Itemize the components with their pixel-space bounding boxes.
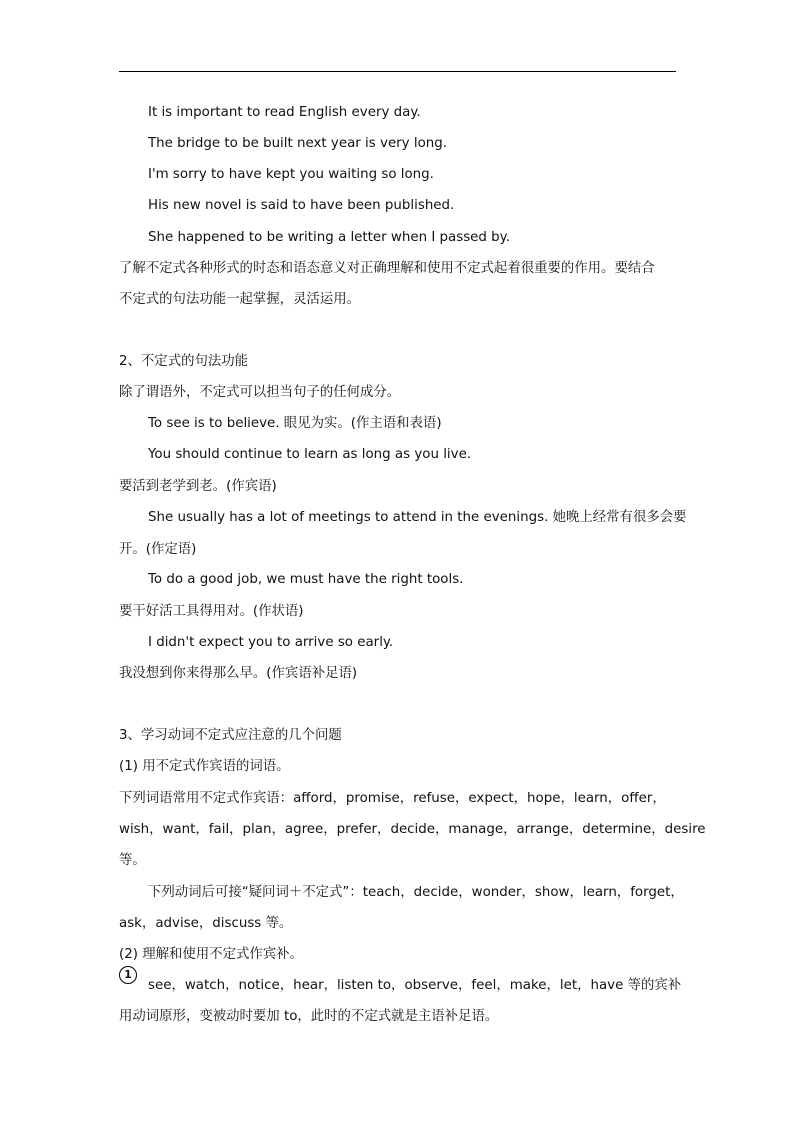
section-heading: 3、学习动词不定式应注意的几个问题 bbox=[119, 728, 342, 743]
example-sentence: It is important to read English every day. bbox=[148, 105, 421, 120]
example-sentence: She usually has a lot of meetings to attend in the evenings. 她晚上经常有很多会要 bbox=[148, 510, 687, 525]
paragraph-line: 用动词原形，变被动时要加 to，此时的不定式就是主语补足语。 bbox=[119, 1009, 499, 1024]
example-sentence: I didn't expect you to arrive so early. bbox=[148, 635, 394, 650]
translation-line: 开。(作定语) bbox=[119, 542, 197, 557]
example-sentence: To do a good job, we must have the right tools. bbox=[148, 572, 464, 587]
paragraph-line: 除了谓语外，不定式可以担当句子的任何成分。 bbox=[119, 385, 401, 400]
paragraph-line: 不定式的句法功能一起掌握，灵活运用。 bbox=[119, 292, 361, 307]
paragraph-line: 等。 bbox=[119, 853, 146, 868]
paragraph-line: see，watch，notice，hear，listen to，observe，feel，make，let，have 等的宾补 bbox=[148, 978, 682, 993]
paragraph-line: ask，advise，discuss 等。 bbox=[119, 916, 293, 931]
example-sentence: His new novel is said to have been published. bbox=[148, 198, 455, 213]
example-sentence: The bridge to be built next year is very long. bbox=[148, 136, 448, 151]
paragraph-line: 下列动词后可接“疑问词＋不定式”：teach，decide，wonder，show，learn，forget， bbox=[148, 885, 684, 900]
section-heading: 2、不定式的句法功能 bbox=[119, 354, 249, 369]
example-sentence: I'm sorry to have kept you waiting so long. bbox=[148, 167, 434, 182]
paragraph-line: 了解不定式各种形式的时态和语态意义对正确理解和使用不定式起着很重要的作用。要结合 bbox=[119, 261, 655, 276]
subheading: (1) 用不定式作宾语的词语。 bbox=[119, 759, 290, 774]
example-sentence: She happened to be writing a letter when I passed by. bbox=[148, 230, 510, 245]
translation-line: 要活到老学到老。(作宾语) bbox=[119, 479, 277, 494]
example-sentence: To see is to believe. 眼见为实。(作主语和表语) bbox=[148, 416, 442, 431]
paragraph-line: wish，want，fail，plan，agree，prefer，decide，manage，arrange，determine，desire bbox=[119, 822, 706, 837]
subheading: (2) 理解和使用不定式作宾补。 bbox=[119, 947, 303, 962]
circled-number-one: 1 bbox=[119, 966, 137, 984]
example-sentence: You should continue to learn as long as you live. bbox=[148, 447, 472, 462]
translation-line: 我没想到你来得那么早。(作宾语补足语) bbox=[119, 666, 358, 681]
header-rule bbox=[119, 71, 676, 72]
paragraph-line: 下列词语常用不定式作宾语：afford，promise，refuse，expect，hope，learn，offer， bbox=[119, 791, 666, 806]
translation-line: 要干好活工具得用对。(作状语) bbox=[119, 604, 304, 619]
